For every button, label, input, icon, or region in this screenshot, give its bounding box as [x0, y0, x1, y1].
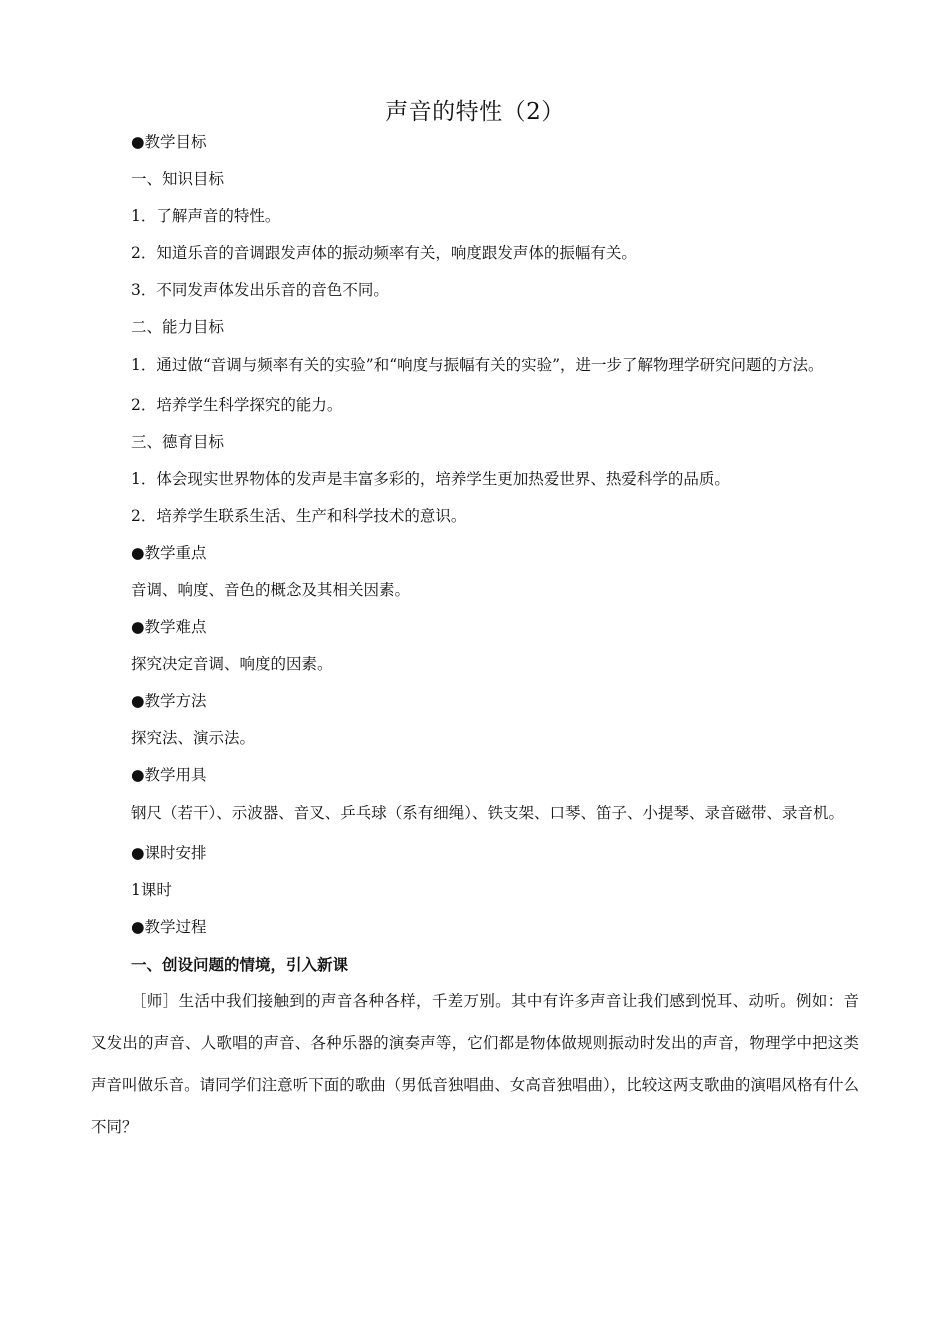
document-body	[91, 124, 859, 1148]
knowledge-item-1: 1．了解声音的特性。	[131, 207, 281, 225]
heading-schedule: ●课时安排	[131, 844, 207, 862]
heading-difficulties: ●教学难点	[131, 618, 207, 636]
heading-process: ●教学过程	[131, 918, 207, 936]
process-part1-heading: 一、创设问题的情境，引入新课	[131, 955, 349, 974]
tools-text: 钢尺（若干）、示波器、音叉、乒乓球（系有细绳）、铁支架、口琴、笛子、小提琴、录音磁带、录音机。	[131, 804, 845, 822]
heading-teaching-goals: ●教学目标	[131, 133, 207, 151]
ability-item-1: 1．通过做“音调与频率有关的实验”和“响度与振幅有关的实验”，进一步了解物理学研究问题的方法。	[131, 356, 824, 374]
heading-moral-goals: 三、德育目标	[131, 433, 225, 451]
heading-tools: ●教学用具	[131, 766, 207, 784]
document-title: 声音的特性（2）	[385, 99, 565, 125]
heading-methods: ●教学方法	[131, 692, 207, 710]
heading-knowledge-goals: 一、知识目标	[131, 170, 225, 188]
moral-item-1: 1．体会现实世界物体的发声是丰富多彩的，培养学生更加热爱世界、热爱科学的品质。	[131, 470, 730, 488]
methods-text: 探究法、演示法。	[131, 729, 256, 747]
process-part1-text: ［师］生活中我们接触到的声音各种各样，千差万别。其中有许多声音让我们感到悦耳、动听。例如：音叉发出的声音、人歌唱的声音、各种乐器的演奏声等，它们都是物体做规则振动时发出的声音，物理学中把这类声音叫做乐音。请同学们注意听下面的歌曲（男低音独唱曲、女高音独唱曲），比较这两支歌曲的演唱风格有什么不同？	[91, 992, 859, 1136]
knowledge-item-2: 2．知道乐音的音调跟发声体的振动频率有关，响度跟发声体的振幅有关。	[131, 244, 637, 262]
heading-key-points: ●教学重点	[131, 544, 207, 562]
ability-item-2: 2．培养学生科学探究的能力。	[131, 396, 343, 414]
key-points-text: 音调、响度、音色的概念及其相关因素。	[131, 581, 411, 599]
moral-item-2: 2．培养学生联系生活、生产和科学技术的意识。	[131, 507, 467, 525]
heading-ability-goals: 二、能力目标	[131, 318, 225, 336]
difficulties-text: 探究决定音调、响度的因素。	[131, 655, 333, 673]
schedule-text: 1课时	[131, 881, 172, 899]
knowledge-item-3: 3．不同发声体发出乐音的音色不同。	[131, 281, 389, 299]
